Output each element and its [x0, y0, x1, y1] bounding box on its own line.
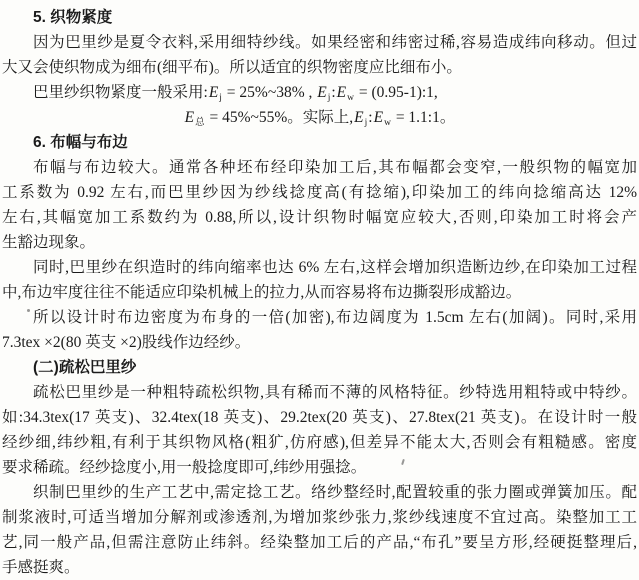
- section-heading: (二)疏松巴里纱: [33, 359, 137, 376]
- formula-text: = (0.95-1):1,: [355, 84, 438, 101]
- formula-text: = 45%~55%。实际上,: [205, 109, 354, 126]
- formula-line: [2, 105, 637, 130]
- math-subscript: j: [327, 93, 331, 103]
- math-subscript: w: [347, 93, 355, 103]
- math-subscript: 总: [195, 118, 205, 128]
- text-line: 同时,巴里纱在织造时的纬向缩率也达 6% 左右,这样会增加织造断边纱,在印染加工过程: [33, 259, 637, 276]
- formula-text: :: [331, 84, 336, 101]
- text-line: 经纱细,纬纱粗,有利于其织物风格(粗犷,仿府感),但差异不能太大,否则会有粗糙感。密度: [2, 434, 637, 451]
- formula-text: 巴里纱织物紧度一般采用:: [33, 84, 208, 101]
- text-line: 疏松巴里纱是一种粗特疏松织物,具有稀而不薄的风格特征。纱特选用粗特或中特纱。: [33, 384, 637, 401]
- text-line: 如:34.3tex(17 英支)、32.4tex(18 英支)、29.2tex(20 英支)、27.8tex(21 英支)。在设计时一般: [2, 409, 637, 426]
- math-variable: $E_j$: [208, 84, 222, 103]
- text-line: 艺,同一般产品,但需注意防止纬斜。经染整加工后的产品,“布孔”要呈方形,经硬挺整理后,: [2, 534, 637, 551]
- section-heading: 6. 布幅与布边: [33, 134, 128, 151]
- math-subscript: j: [364, 118, 368, 128]
- formula-line: [2, 80, 637, 105]
- text-line: 所以设计时布边密度为布身的一倍(加密),布边阔度为 1.5cm 左右(加阔)。同时,采用: [33, 309, 637, 326]
- math-variable: $E_w$: [336, 84, 355, 103]
- text-line: 要求稀疏。经纱捻度小,用一般捻度即可,纬纱用强捻。: [2, 459, 367, 476]
- math-variable: $E_w$: [373, 109, 391, 128]
- text-line: 手感挺爽。: [2, 559, 80, 576]
- formula-text: :: [368, 109, 373, 126]
- scan-artifact-dot: [27, 309, 30, 312]
- math-variable: $E_j$: [354, 109, 368, 128]
- math-subscript: j: [219, 93, 222, 103]
- formula-text: = 25%~38% ,: [222, 84, 317, 101]
- formula-text: = 1.1:1。: [391, 109, 456, 126]
- section-heading: 5. 织物紧度: [33, 9, 113, 26]
- text-line: 7.3tex ×2(80 英支 ×2)股线作边经纱。: [2, 334, 251, 351]
- math-variable: $E_j$: [317, 84, 331, 103]
- text-line: 大又会使织物成为细布(细平布)。所以适宜的织物密度应比细布小。: [2, 59, 462, 76]
- text-line: 中,布边牢度往往不能适应印染机械上的拉力,从而容易将布边撕裂形成豁边。: [2, 284, 522, 301]
- math-subscript: w: [384, 118, 391, 128]
- text-line: 制浆液时,可适当增加分解剂或渗透剂,为增加浆纱张力,浆纱线速度不宜过高。染整加工工: [2, 509, 637, 526]
- text-line: 生豁边现象。: [2, 234, 96, 251]
- text-line: 因为巴里纱是夏令衣料,采用细特纱线。如果经密和纬密过稀,容易造成纬向移动。但过: [33, 34, 637, 51]
- text-line: 织制巴里纱的生产工艺中,需定捻工艺。络纱整经时,配置较重的张力圈或弹簧加压。配: [33, 484, 637, 501]
- text-line: 工系数为 0.92 左右,而巴里纱因为纱线捻度高(有捻缩),印染加工的纬向捻缩高达 12%: [2, 184, 637, 201]
- text-line: 布幅与布边较大。通常各种坯布经印染加工后,其布幅都会变窄,一般织物的幅宽加: [33, 159, 637, 176]
- math-variable: $E_总$: [184, 109, 205, 128]
- text-line: 左右,其幅宽加工系数约为 0.88,所以,设计织物时幅宽应较大,否则,印染加工时将会产: [2, 209, 637, 226]
